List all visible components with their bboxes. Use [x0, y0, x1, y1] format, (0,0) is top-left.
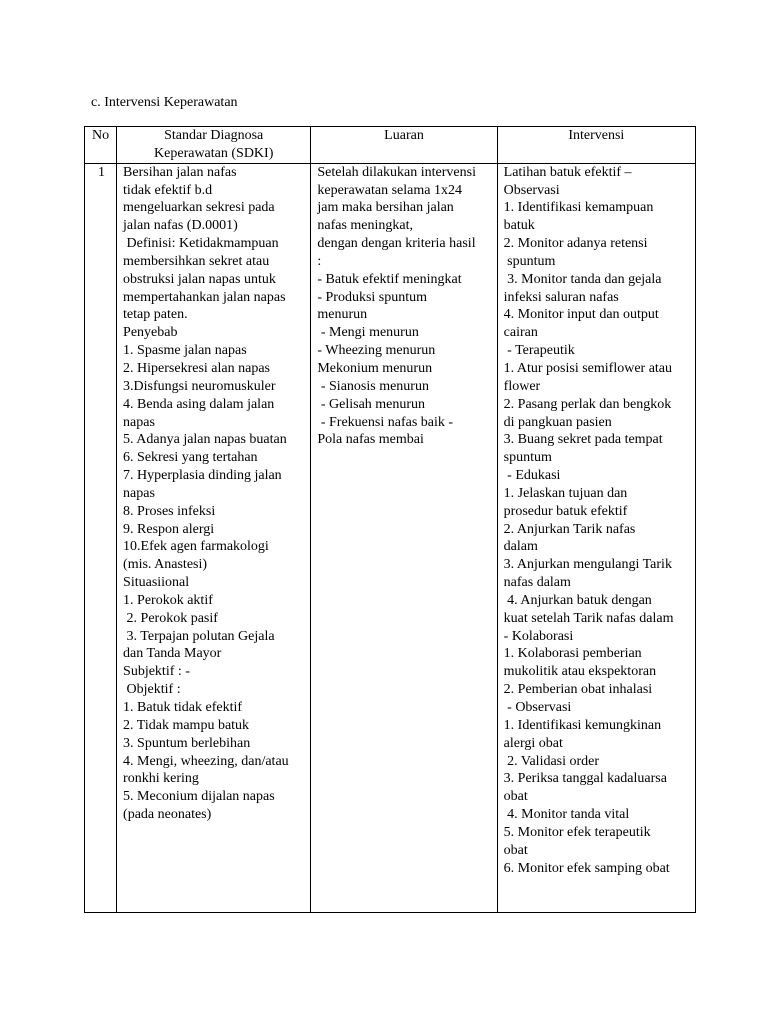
cell-text-line: - Edukasi: [503, 468, 561, 484]
cell-text-line: Bersihan jalan nafas: [123, 164, 237, 180]
cell-text-line: keperawatan selama 1x24: [317, 182, 462, 198]
cell-text-line: 8. Proses infeksi: [123, 503, 216, 519]
header-sdki: [117, 127, 311, 164]
cell-text-line: napas: [123, 414, 155, 430]
cell-text-line: Definisi: Ketidakmampuan: [123, 236, 279, 252]
cell-text-line: Mekonium menurun: [317, 360, 433, 376]
cell-text-line: membersihkan sekret atau: [123, 253, 270, 269]
cell-text-line: 1. Spasme jalan napas: [123, 343, 247, 359]
cell-text-line: 1. Perokok aktif: [123, 592, 213, 608]
cell-text-line: 1. Batuk tidak efektif: [123, 700, 243, 715]
cell-text-line: obat: [503, 842, 528, 858]
cell-text-line: 2. Anjurkan Tarik nafas: [503, 521, 636, 537]
cell-text-line: 7. Hyperplasia dinding jalan: [123, 468, 282, 484]
cell-text-line: spuntum: [503, 450, 552, 466]
header-sdki-line1: Standar Diagnosa: [164, 128, 264, 143]
cell-text-line: Pola nafas membai: [317, 432, 424, 448]
cell-text-line: 9. Respon alergi: [123, 521, 215, 537]
cell-text-line: ronkhi kering: [123, 771, 199, 787]
cell-text-line: Situasiional: [123, 575, 190, 591]
cell-text-line: 3. Spuntum berlebihan: [123, 735, 251, 751]
cell-text-line: 4. Benda asing dalam jalan: [123, 396, 275, 412]
cell-text-line: - Terapeutik: [503, 343, 575, 359]
cell-text-line: 4. Monitor tanda vital: [503, 807, 630, 823]
cell-text-line: Subjektif : -: [123, 664, 190, 680]
cell-text-line: 2. Monitor adanya retensi: [503, 236, 648, 252]
cell-text-line: flower: [503, 378, 541, 394]
cell-text-line: (pada neonates): [123, 807, 212, 823]
cell-text-line: 5. Meconium dijalan napas: [123, 789, 275, 805]
cell-text-line: nafas dalam: [503, 575, 571, 591]
header-no: No: [85, 127, 117, 164]
cell-text-line: obstruksi jalan napas untuk: [123, 271, 276, 287]
cell-text-line: 2. Perokok pasif: [123, 610, 218, 626]
cell-text-line: 1. Jelaskan tujuan dan: [503, 485, 628, 501]
cell-text-line: - Frekuensi nafas baik -: [317, 414, 454, 430]
cell-text-line: mukolitik atau ekspektoran: [503, 664, 657, 680]
cell-luaran: [311, 163, 497, 912]
cell-text-line: 6. Monitor efek samping obat: [503, 860, 670, 876]
cell-text-line: - Kolaborasi: [503, 628, 574, 644]
cell-text-line: - Batuk efektif meningkat: [317, 271, 462, 287]
intervention-table: [84, 126, 696, 913]
cell-text-line: 1. Identifikasi kemampuan: [503, 200, 654, 216]
cell-text-line: 6. Sekresi yang tertahan: [123, 450, 258, 466]
cell-text-line: napas: [123, 485, 155, 501]
cell-text-line: 1. Atur posisi semiflower atau: [503, 360, 673, 376]
cell-text-line: Objektif :: [123, 682, 181, 698]
cell-text-line: 2. Hipersekresi alan napas: [123, 360, 270, 376]
cell-text-line: 3. Periksa tanggal kadaluarsa: [503, 771, 667, 787]
cell-text-line: :: [317, 253, 322, 269]
cell-text-line: Penyebab: [123, 325, 178, 341]
cell-text-line: 3. Buang sekret pada tempat: [503, 432, 663, 448]
cell-text-line: - Observasi: [503, 700, 572, 715]
cell-text-line: mengeluarkan sekresi pada: [123, 200, 275, 216]
cell-text-line: Observasi: [503, 182, 560, 198]
cell-text-line: 2. Tidak mampu batuk: [123, 717, 250, 733]
cell-text-line: cairan: [503, 325, 538, 341]
cell-text-line: 4. Mengi, wheezing, dan/atau: [123, 753, 289, 769]
cell-text-line: - Gelisah menurun: [317, 396, 426, 412]
section-heading: c. Intervensi Keperawatan: [91, 95, 238, 110]
cell-text-line: 4. Monitor input dan output: [503, 307, 659, 323]
cell-text-line: menurun: [317, 307, 368, 323]
cell-text-line: infeksi saluran nafas: [503, 289, 619, 305]
cell-text-line: tetap paten.: [123, 307, 188, 323]
cell-text-line: 3.Disfungsi neuromuskuler: [123, 378, 276, 394]
cell-sdki: [117, 163, 311, 912]
cell-text-line: Latihan batuk efektif –: [503, 164, 632, 180]
cell-text-line: 2. Pemberian obat inhalasi: [503, 682, 653, 698]
cell-text-line: dan Tanda Mayor: [123, 646, 222, 662]
cell-text-line: 1. Identifikasi kemungkinan: [503, 717, 662, 733]
cell-text-line: - Wheezing menurun: [317, 343, 436, 359]
cell-text-line: 5. Adanya jalan napas buatan: [123, 432, 287, 448]
header-luaran: Luaran: [311, 127, 497, 164]
cell-text-line: alergi obat: [503, 735, 563, 751]
cell-text-line: - Produksi spuntum: [317, 289, 428, 305]
cell-text-line: tidak efektif b.d: [123, 182, 213, 198]
cell-text-line: 3. Anjurkan mengulangi Tarik: [503, 557, 672, 573]
cell-text-line: jam maka bersihan jalan: [317, 200, 454, 216]
cell-text-line: 2. Pasang perlak dan bengkok: [503, 396, 672, 412]
table-header-row: [85, 127, 696, 164]
cell-text-line: prosedur batuk efektif: [503, 503, 628, 519]
cell-text-line: - Sianosis menurun: [317, 378, 429, 394]
cell-text-line: 4. Anjurkan batuk dengan: [503, 592, 652, 608]
header-intervensi: Intervensi: [497, 127, 695, 164]
cell-text-line: dalam: [503, 539, 538, 555]
cell-text-line: obat: [503, 789, 528, 805]
cell-text-line: 1. Kolaborasi pemberian: [503, 646, 642, 662]
cell-text-line: 3. Terpajan polutan Gejala: [123, 628, 275, 644]
cell-text-line: kuat setelah Tarik nafas dalam: [503, 610, 674, 626]
table-row: [85, 163, 696, 912]
cell-text-line: - Mengi menurun: [317, 325, 419, 341]
cell-text-line: 2. Validasi order: [503, 753, 600, 769]
cell-text-line: batuk: [503, 218, 535, 234]
cell-text-line: nafas meningkat,: [317, 218, 413, 234]
cell-text-line: Setelah dilakukan intervensi: [317, 164, 476, 180]
cell-intervensi: [497, 163, 695, 912]
cell-text-line: dengan dengan kriteria hasil: [317, 236, 476, 252]
cell-no: 1: [85, 163, 117, 912]
cell-text-line: spuntum: [503, 253, 556, 269]
cell-text-line: (mis. Anastesi): [123, 557, 208, 573]
cell-text-line: mempertahankan jalan napas: [123, 289, 286, 305]
cell-text-line: 10.Efek agen farmakologi: [123, 539, 269, 555]
cell-text-line: di pangkuan pasien: [503, 414, 612, 430]
cell-text-line: jalan nafas (D.0001): [123, 218, 238, 234]
header-sdki-line2: Keperawatan (SDKI): [154, 145, 274, 161]
cell-text-line: 5. Monitor efek terapeutik: [503, 824, 651, 840]
cell-text-line: 3. Monitor tanda dan gejala: [503, 271, 662, 287]
